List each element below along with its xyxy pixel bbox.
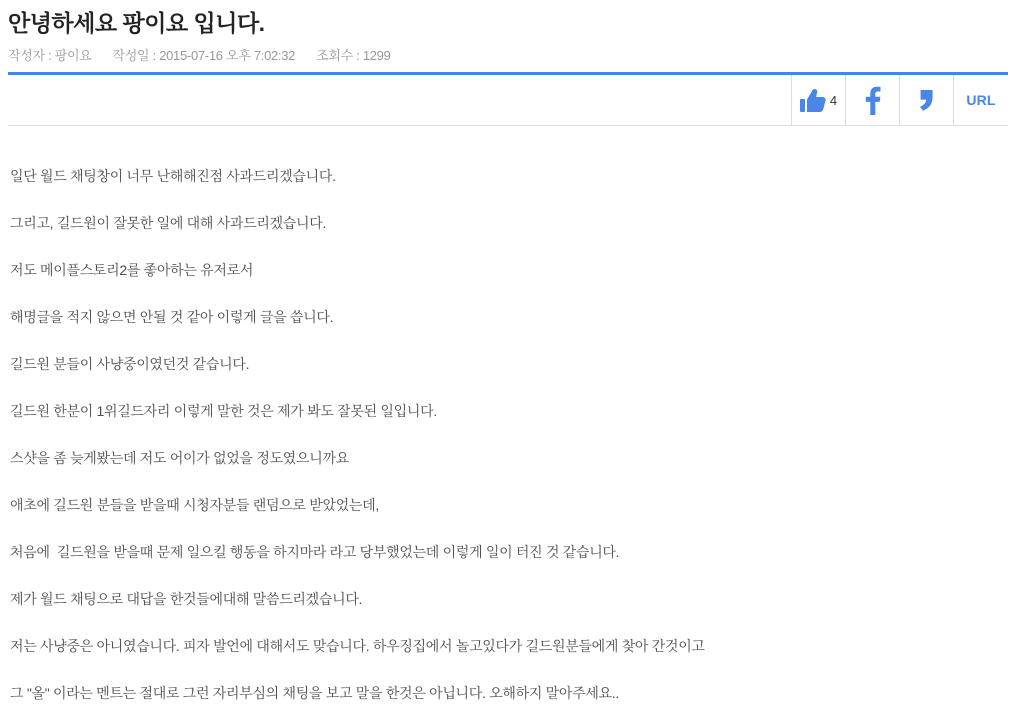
post-views: 조회수 : 1299 bbox=[316, 48, 391, 63]
post-date: 작성일 : 2015-07-16 오후 7:02:32 bbox=[112, 48, 296, 63]
post-meta bbox=[8, 48, 1008, 63]
paragraph: 제가 월드 채팅으로 대답을 한것들에대해 말씀드리겠습니다. bbox=[10, 591, 363, 607]
paragraph: 그리고, 길드원이 잘못한 일에 대해 사과드리겠습니다. bbox=[10, 215, 327, 231]
post-body bbox=[8, 126, 1008, 705]
paragraph: 일단 월드 채팅창이 너무 난해해진점 사과드리겠습니다. bbox=[10, 168, 336, 184]
paragraph: 그 "올" 이라는 멘트는 절대로 그런 자리부심의 채팅을 보고 말을 한것은 아닙니다. 오해하지 말아주세요.. bbox=[10, 685, 619, 701]
post-header bbox=[8, 0, 1008, 75]
paragraph: 해명글을 적지 않으면 안될 것 같아 이렇게 글을 씁니다. bbox=[10, 309, 334, 325]
post-title: 안녕하세요 팡이요 입니다. bbox=[8, 10, 265, 36]
post-author: 작성자 : 팡이요 bbox=[8, 48, 92, 63]
paragraph: 처음에 길드원을 받을때 문제 일으킬 행동을 하지마라 라고 당부했었는데 이렇게 일이 터진 것 같습니다. bbox=[10, 544, 620, 560]
kakaostory-icon bbox=[919, 90, 934, 111]
url-label: URL bbox=[966, 92, 996, 108]
facebook-share-button[interactable] bbox=[845, 75, 899, 125]
like-count: 4 bbox=[829, 92, 838, 108]
like-button[interactable] bbox=[791, 75, 845, 125]
kakaostory-share-button[interactable] bbox=[899, 75, 953, 125]
paragraph: 저도 메이플스토리2를 좋아하는 유저로서 bbox=[10, 262, 254, 278]
paragraph: 길드원 한분이 1위길드자리 이렇게 말한 것은 제가 봐도 잘못된 일입니다. bbox=[10, 403, 437, 419]
facebook-icon bbox=[865, 86, 881, 115]
share-toolbar bbox=[8, 75, 1008, 126]
paragraph: 스샷을 좀 늦게봤는데 저도 어이가 없었을 정도였으니까요 bbox=[10, 450, 349, 466]
url-copy-button[interactable] bbox=[953, 75, 1008, 125]
paragraph: 길드원 분들이 사냥중이였던것 같습니다. bbox=[10, 356, 250, 372]
paragraph: 애초에 길드원 분들을 받을때 시청자분들 랜덤으로 받았었는데, bbox=[10, 497, 379, 513]
thumbs-up-icon bbox=[800, 89, 826, 112]
paragraph: 저는 사냥중은 아니였습니다. 피자 발언에 대해서도 맞습니다. 하우징집에서 놀고있다가 길드원분들에게 찾아 간것이고 bbox=[10, 638, 705, 654]
